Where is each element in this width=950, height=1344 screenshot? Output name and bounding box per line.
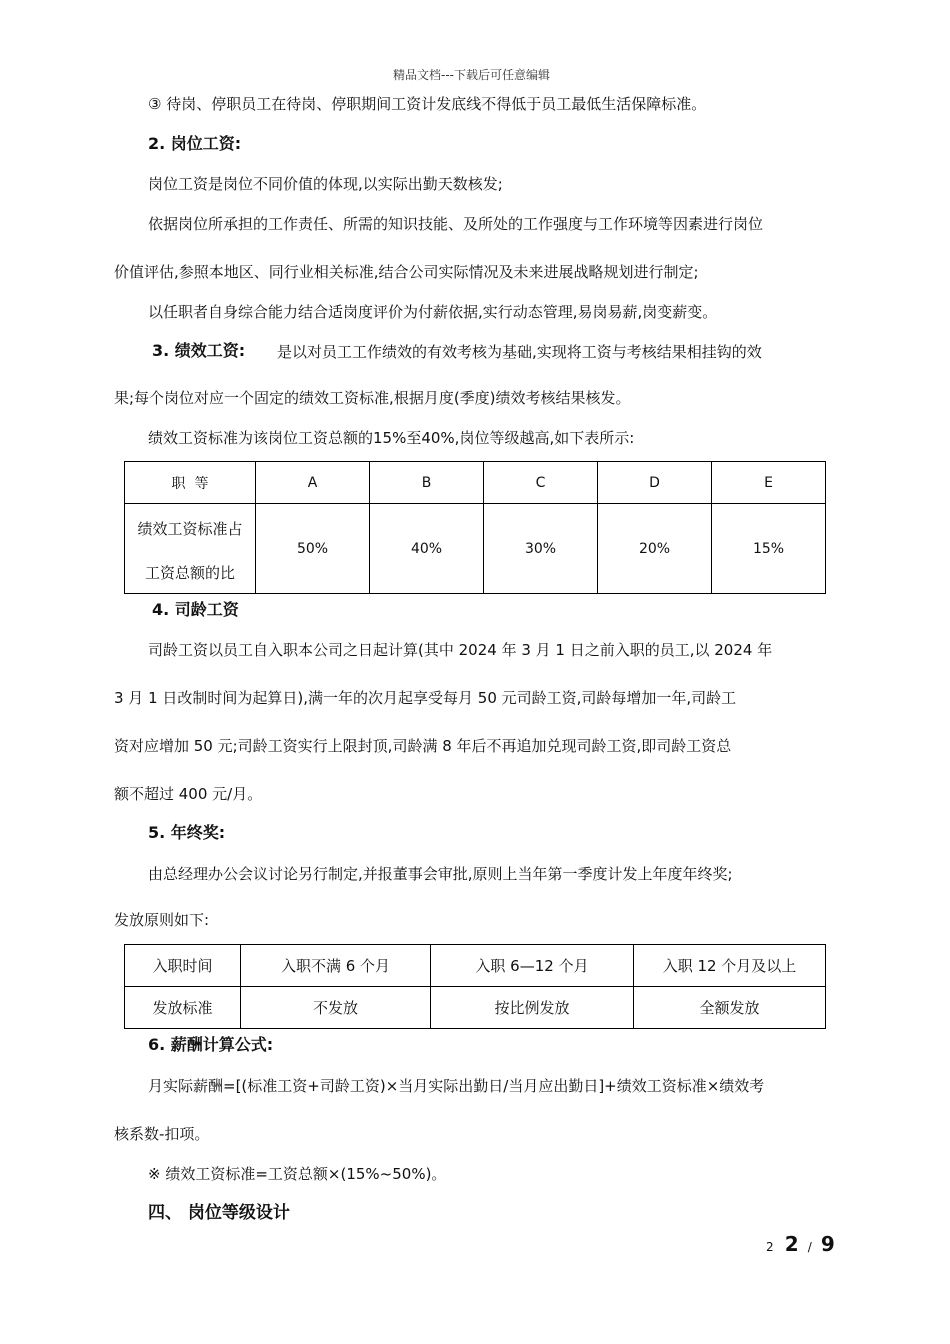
table-cell: 40% xyxy=(370,504,484,594)
table-header-cell: C xyxy=(484,462,598,504)
table-cell: 30% xyxy=(484,504,598,594)
table-cell: 入职时间 xyxy=(125,945,241,987)
page-current: 2 xyxy=(784,1232,799,1256)
paragraph-line: 是以对员工工作绩效的有效考核为基础,实现将工资与考核结果相挂钩的效 xyxy=(277,343,762,361)
table-header-cell: A xyxy=(256,462,370,504)
page-number xyxy=(766,1232,835,1256)
page-separator: / xyxy=(807,1240,812,1254)
table-header-cell: B xyxy=(370,462,484,504)
table-cell: 15% xyxy=(712,504,826,594)
paragraph-line: ※ 绩效工资标准=工资总额×(15%~50%)。 xyxy=(148,1165,447,1183)
table-cell: 全额发放 xyxy=(634,987,826,1029)
performance-ratio-table xyxy=(124,461,826,594)
paragraph-line: 资对应增加 50 元;司龄工资实行上限封顶,司龄满 8 年后不再追加兑现司龄工资,即司龄工资总 xyxy=(114,737,732,755)
row-label-line: 绩效工资标准占 xyxy=(137,519,243,538)
page-total: 9 xyxy=(820,1232,835,1256)
table-cell: 50% xyxy=(256,504,370,594)
table-cell: 不发放 xyxy=(241,987,431,1029)
table-header-cell: E xyxy=(712,462,826,504)
paragraph-line: 额不超过 400 元/月。 xyxy=(114,785,263,803)
table-header-cell: D xyxy=(598,462,712,504)
table-header-cell: 职 等 xyxy=(125,462,256,504)
table-cell: 入职 6—12 个月 xyxy=(431,945,634,987)
page-header: 精品文档---下载后可任意编辑 xyxy=(393,68,550,82)
paragraph-line: 果;每个岗位对应一个固定的绩效工资标准,根据月度(季度)绩效考核结果核发。 xyxy=(114,389,631,407)
paragraph-line: 核系数-扣项。 xyxy=(114,1125,210,1143)
section-heading: 2. 岗位工资: xyxy=(148,134,242,153)
section-heading: 4. 司龄工资 xyxy=(152,600,239,619)
page-number-small: 2 xyxy=(766,1240,774,1254)
paragraph-line: 由总经理办公会议讨论另行制定,并报董事会审批,原则上当年第一季度计发上年度年终奖; xyxy=(148,865,733,883)
paragraph-line: 3 月 1 日改制时间为起算日),满一年的次月起享受每月 50 元司龄工资,司龄每增加一年,司龄工 xyxy=(114,689,737,707)
paragraph-line: 绩效工资标准为该岗位工资总额的15%至40%,岗位等级越高,如下表所示: xyxy=(148,429,635,447)
paragraph-line: 发放原则如下: xyxy=(114,911,210,929)
paragraph-line: 司龄工资以员工自入职本公司之日起计算(其中 2024 年 3 月 1 日之前入职的员工,以 2024 年 xyxy=(148,641,773,659)
paragraph-line: 以任职者自身综合能力结合适岗度评价为付薪依据,实行动态管理,易岗易薪,岗变薪变。 xyxy=(148,303,718,321)
paragraph-line: 岗位工资是岗位不同价值的体现,以实际出勤天数核发; xyxy=(148,175,503,193)
table-cell: 入职 12 个月及以上 xyxy=(634,945,826,987)
table-row-label xyxy=(125,504,256,594)
section-heading: 四、 岗位等级设计 xyxy=(148,1203,290,1223)
bonus-rule-table xyxy=(124,944,826,1029)
paragraph-line: 依据岗位所承担的工作责任、所需的知识技能、及所处的工作强度与工作环境等因素进行岗位 xyxy=(148,215,764,233)
table-cell: 20% xyxy=(598,504,712,594)
paragraph-line: ③ 待岗、停职员工在待岗、停职期间工资计发底线不得低于员工最低生活保障标准。 xyxy=(148,95,707,113)
section-heading: 6. 薪酬计算公式: xyxy=(148,1035,274,1054)
table-cell: 按比例发放 xyxy=(431,987,634,1029)
section-heading: 5. 年终奖: xyxy=(148,823,226,842)
table-cell: 入职不满 6 个月 xyxy=(241,945,431,987)
section-heading: 3. 绩效工资: xyxy=(152,341,246,360)
row-label-line: 工资总额的比 xyxy=(144,563,235,582)
paragraph-line: 价值评估,参照本地区、同行业相关标准,结合公司实际情况及未来进展战略规划进行制定; xyxy=(114,263,699,281)
paragraph-line: 月实际薪酬=[(标准工资+司龄工资)×当月实际出勤日/当月应出勤日]+绩效工资标准×绩效考 xyxy=(148,1077,765,1095)
table-cell: 发放标准 xyxy=(125,987,241,1029)
